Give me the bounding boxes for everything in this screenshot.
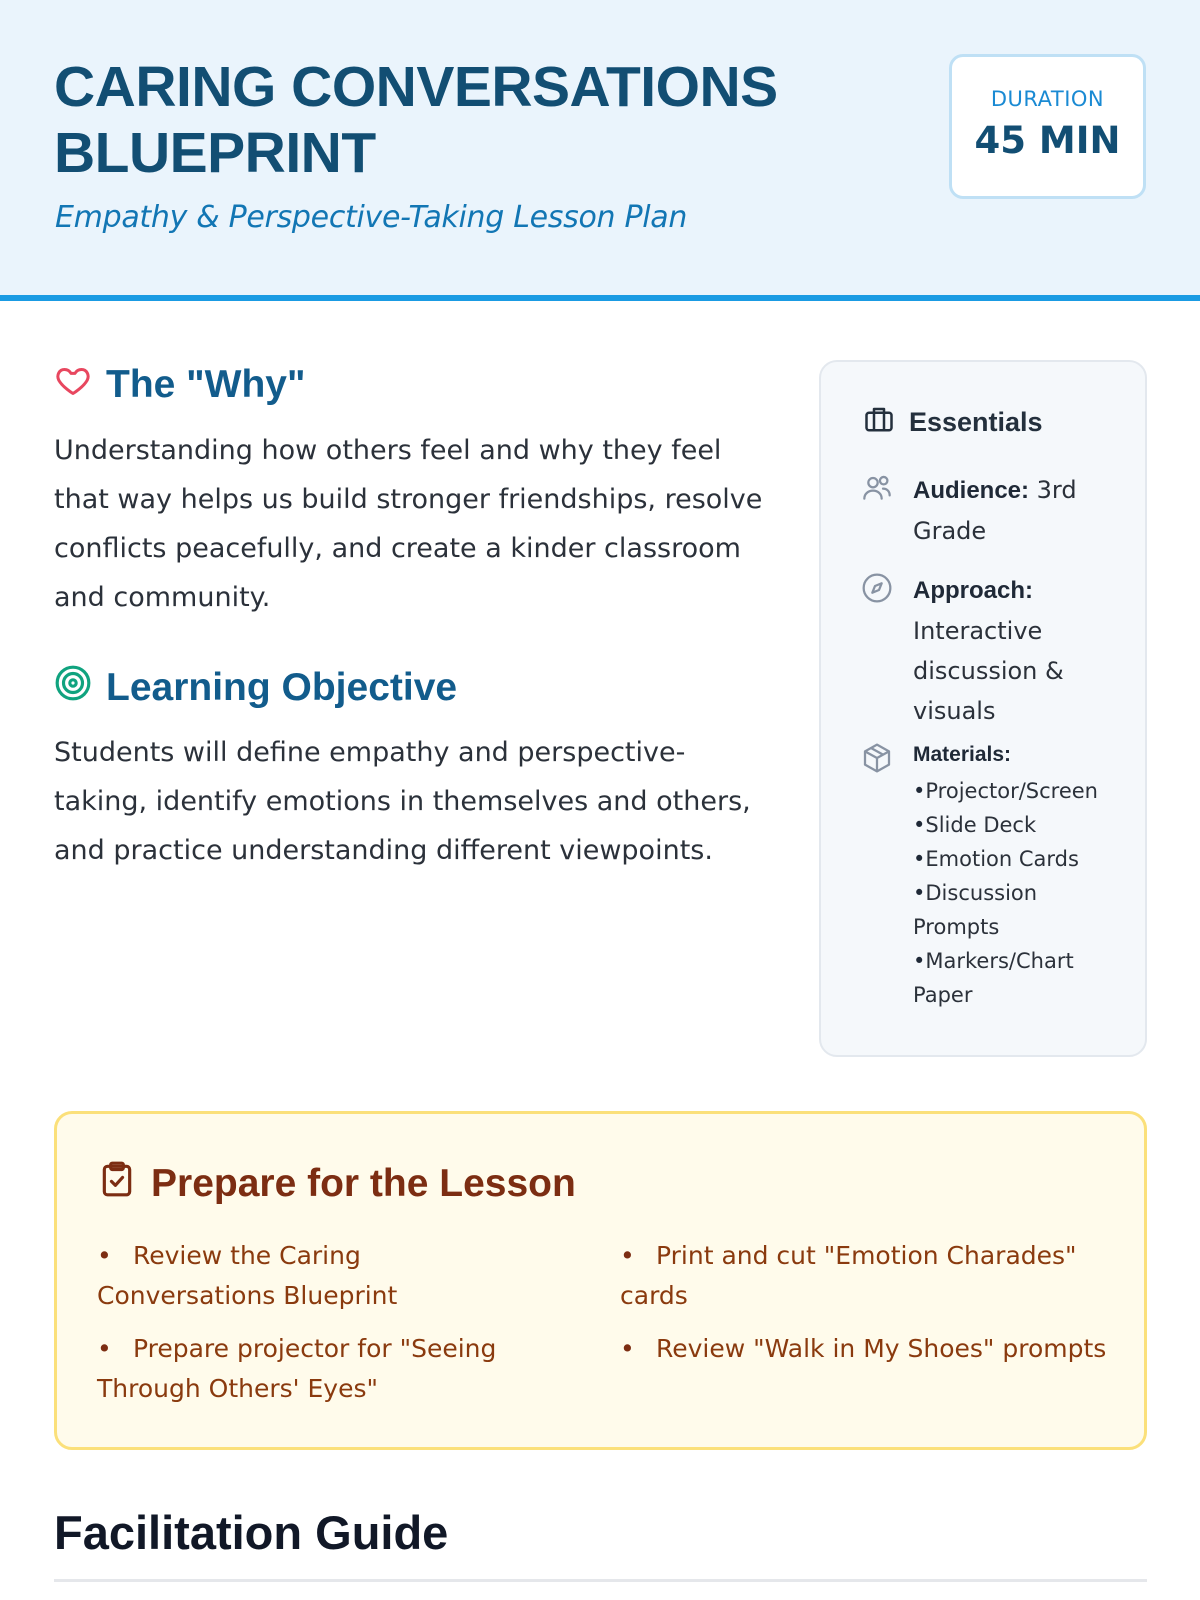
target-icon (54, 664, 106, 712)
essentials-title-text: Essentials (909, 407, 1043, 437)
objective-heading (54, 664, 457, 712)
briefcase-icon (863, 404, 909, 441)
materials-label: Materials: (913, 743, 1012, 766)
approach-row (861, 570, 1131, 731)
objective-text: Students will define empathy and perspective-taking, identify emotions in themselves and others, and practice understanding different viewpoints. (54, 737, 751, 866)
compass-icon (861, 570, 913, 731)
facilitation-guide-heading: Facilitation Guide (54, 1506, 449, 1559)
box-icon (861, 740, 913, 1012)
divider (54, 1579, 1147, 1582)
essentials-card (819, 360, 1147, 1057)
duration-label: DURATION (990, 87, 1105, 111)
list-item: • Markers/Chart Paper (913, 944, 1113, 1012)
audience-value: 3rd Grade (913, 476, 1077, 545)
prep-item-text: Review the Caring Conversations Blueprint (97, 1241, 398, 1310)
list-item: • Discussion Prompts (913, 876, 1113, 944)
list-item: • Print and cut "Emotion Charades" cards (620, 1241, 1077, 1310)
audience-row (861, 470, 1131, 551)
approach-value: Interactive discussion & visuals (913, 617, 1064, 725)
duration-value: 45 MIN (974, 119, 1121, 162)
duration-card (949, 54, 1146, 199)
list-item: • Emotion Cards (913, 842, 1113, 876)
list-item: • Prepare projector for "Seeing Through Others' Eyes" (97, 1334, 497, 1403)
why-heading-text: The "Why" (106, 363, 306, 406)
prep-item-text: Print and cut "Emotion Charades" cards (620, 1241, 1077, 1310)
prepare-title-text: Prepare for the Lesson (151, 1162, 576, 1205)
objective-heading-text: Learning Objective (106, 666, 458, 709)
essentials-title (863, 404, 1043, 441)
page-subtitle: Empathy & Perspective-Taking Lesson Plan (55, 200, 688, 235)
heart-icon (54, 362, 106, 408)
prepare-card (54, 1111, 1147, 1450)
prepare-title (101, 1160, 576, 1208)
why-heading (54, 362, 305, 408)
why-text: Understanding how others feel and why they feel that way helps us build stronger friendships, resolve conflicts peacefully, and create a kinder classroom and community. (54, 435, 763, 613)
users-icon (861, 470, 913, 551)
list-item: • Slide Deck (913, 808, 1113, 842)
prep-item-text: Prepare projector for "Seeing Through Others' Eyes" (97, 1334, 497, 1403)
list-item: • Review "Walk in My Shoes" prompts (620, 1334, 1107, 1363)
list-item: • Review the Caring Conversations Blueprint (97, 1241, 398, 1310)
materials-row (861, 740, 1131, 1012)
lesson-header (0, 0, 1200, 301)
list-item: • Projector/Screen (913, 774, 1113, 808)
prep-item-text: Review "Walk in My Shoes" prompts (656, 1334, 1107, 1363)
materials-list (913, 774, 1113, 1012)
approach-label: Approach: (913, 577, 1033, 604)
clipboard-check-icon (101, 1160, 151, 1208)
audience-label: Audience: (913, 477, 1030, 504)
page-title: CARING CONVERSATIONS BLUEPRINT (54, 55, 778, 185)
